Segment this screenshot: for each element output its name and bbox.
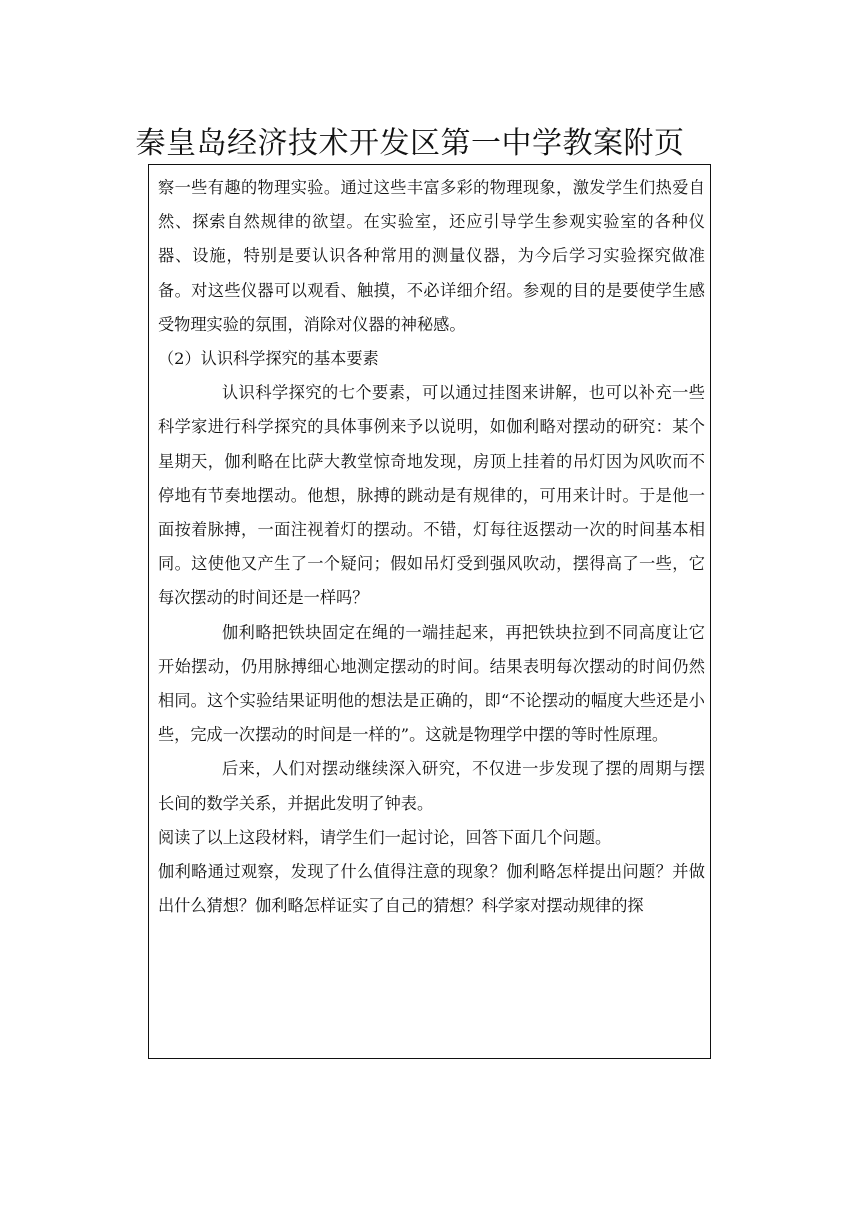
paragraph-galileo-experiment: 伽利略把铁块固定在绳的一端挂起来，再把铁块拉到不同高度让它开始摆动，仍用脉搏细心地测定摆动的时间。结果表明每次摆动的时间仍然相同。这个实验结果证明他的想法是正确的，即“不论摆动的幅度大些还是小些，完成一次摆动的时间是一样的”。这就是物理学中摆的等时性原理。	[158, 622, 705, 745]
paragraph-discussion-prompt: 阅读了以上这段材料，请学生们一起讨论，回答下面几个问题。	[158, 827, 612, 847]
paragraph-galileo-observation: 认识科学探究的七个要素，可以通过挂图来讲解，也可以补充一些科学家进行科学探究的具体事例来予以说明，如伽利略对摆动的研究：某个星期天，伽利略在比萨大教堂惊奇地发现，房顶上挂着的吊灯因为风吹而不停地有节奏地摆动。他想，脉搏的跳动是有规律的，可用来计时。于是他一面按着脉搏，一面注视着灯的摆动。不错，灯每往返摆动一次的时间基本相同。这使他又产生了一个疑问；假如吊灯受到强风吹动，摆得高了一些，它每次摆动的时间还是一样吗？	[158, 383, 705, 608]
lesson-plan-text	[158, 171, 705, 923]
paragraph-experiment-intro: 察一些有趣的物理实验。通过这些丰富多彩的物理现象，激发学生们热爱自然、探索自然规律的欲望。在实验室，还应引导学生参观实验室的各种仪器、设施，特别是要认识各种常用的测量仪器，为今后学习实验探究做准备。对这些仪器可以观看、触摸，不必详细介绍。参观的目的是要使学生感受物理实验的氛围，消除对仪器的神秘感。	[158, 178, 705, 334]
paragraph-discussion-questions: 伽利略通过观察，发现了什么值得注意的现象？伽利略怎样提出问题？并做出什么猜想？伽利略怎样证实了自己的猜想？科学家对摆动规律的探	[158, 862, 705, 916]
lesson-plan-content-box	[148, 164, 711, 1059]
paragraph-pendulum-clock: 后来，人们对摆动继续深入研究，不仅进一步发现了摆的周期与摆长间的数学关系，并据此发明了钟表。	[158, 759, 705, 813]
section-heading-science-inquiry: （2）认识科学探究的基本要素	[158, 349, 379, 369]
page-title: 秦皇岛经济技术开发区第一中学教案附页	[135, 126, 685, 161]
